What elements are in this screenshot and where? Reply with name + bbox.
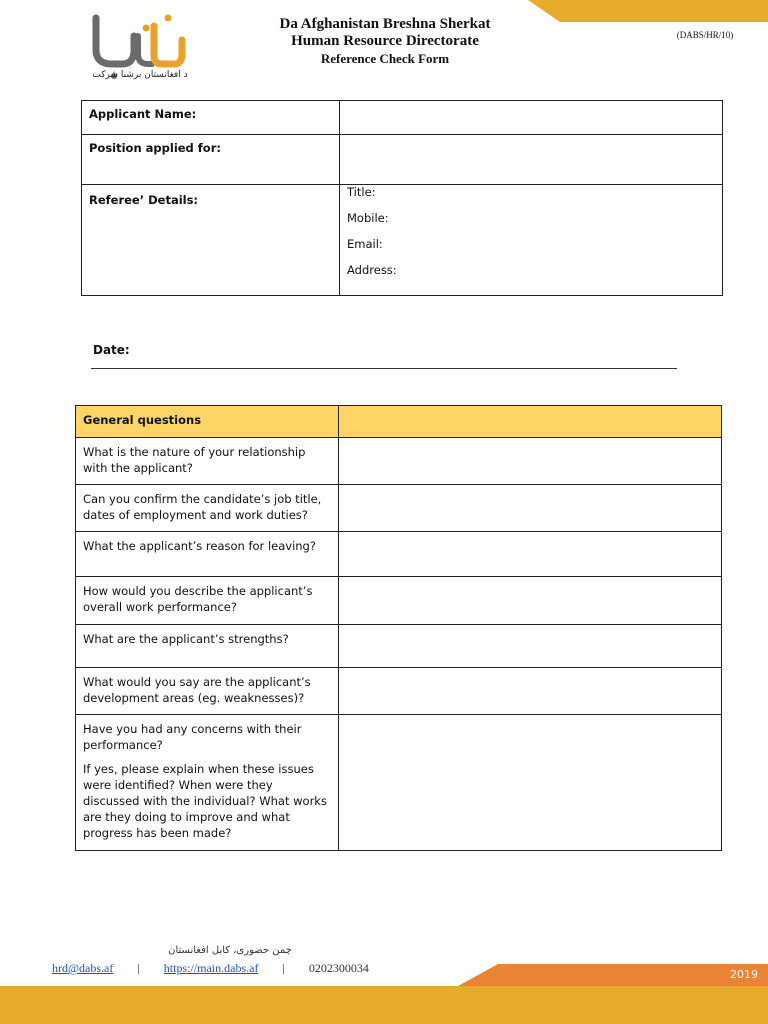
answer-cell[interactable] [339,625,722,668]
footer-contact [52,961,369,976]
question-text: What would you say are the applicant’s development areas (eg. weaknesses)? [83,675,311,705]
document-code: (DABS/HR/10) [676,30,734,40]
referee-label: Referee’ Details: [82,185,340,296]
answer-cell[interactable] [339,438,722,485]
referee-mobile-label: Mobile: [347,211,389,225]
directorate-name: Human Resource Directorate [291,33,479,49]
footer-separator: | [282,961,285,975]
question-followup-text: If yes, please explain when these issues were identified? When were they discussed with the individual? What works are they doing to improve and what progress has been made? [83,762,327,840]
applicant-name-label: Applicant Name: [82,101,340,135]
question-text: Have you had any concerns with their performance? [83,722,302,752]
referee-title-label: Title: [347,185,376,199]
question-cell [76,438,339,485]
answer-cell[interactable] [339,715,722,851]
position-field[interactable] [340,135,723,185]
referee-address-label: Address: [347,263,397,277]
form-title: Reference Check Form [320,51,450,66]
questions-header: General questions [76,406,339,438]
header-title [240,16,530,67]
date-line[interactable] [91,368,677,369]
question-text: What are the applicant’s strengths? [83,632,289,646]
applicant-name-field[interactable] [340,101,723,135]
questions-table [75,405,722,851]
question-text: What the applicant’s reason for leaving? [83,539,316,553]
logo-caption: د افغانستان برشنا شرکت [92,70,188,80]
question-text: How would you describe the applicant’s overall work performance? [83,584,313,614]
answer-cell[interactable] [339,532,722,577]
answer-cell[interactable] [339,577,722,625]
footer-orange-band [458,964,768,986]
answer-cell[interactable] [339,668,722,715]
email-link[interactable]: hrd@dabs.af [52,961,114,975]
footer-yellow-band [0,986,768,1024]
answer-cell[interactable] [339,485,722,532]
position-label: Position applied for: [82,135,340,185]
question-cell [76,715,339,851]
question-cell [76,625,339,668]
footer-year: 2019 [730,968,758,981]
company-name: Da Afghanistan Breshna Sherkat [279,16,491,32]
phone-number: 0202300034 [308,961,369,975]
questions-header-blank [339,406,722,438]
header-accent-band [528,0,768,22]
website-link[interactable]: https://main.dabs.af [163,961,259,975]
question-cell [76,485,339,532]
question-cell [76,668,339,715]
footer-address: چمن حضوری، کابل افغانستان [168,945,292,956]
question-text: Can you confirm the candidate’s job title, dates of employment and work duties? [83,492,322,522]
referee-details-field[interactable] [340,185,723,296]
question-cell [76,532,339,577]
date-label: Date: [93,343,130,357]
footer-separator: | [137,961,140,975]
referee-email-label: Email: [347,237,383,251]
referee-table [81,100,723,296]
question-text: What is the nature of your relationship with the applicant? [83,445,306,475]
question-cell [76,577,339,625]
